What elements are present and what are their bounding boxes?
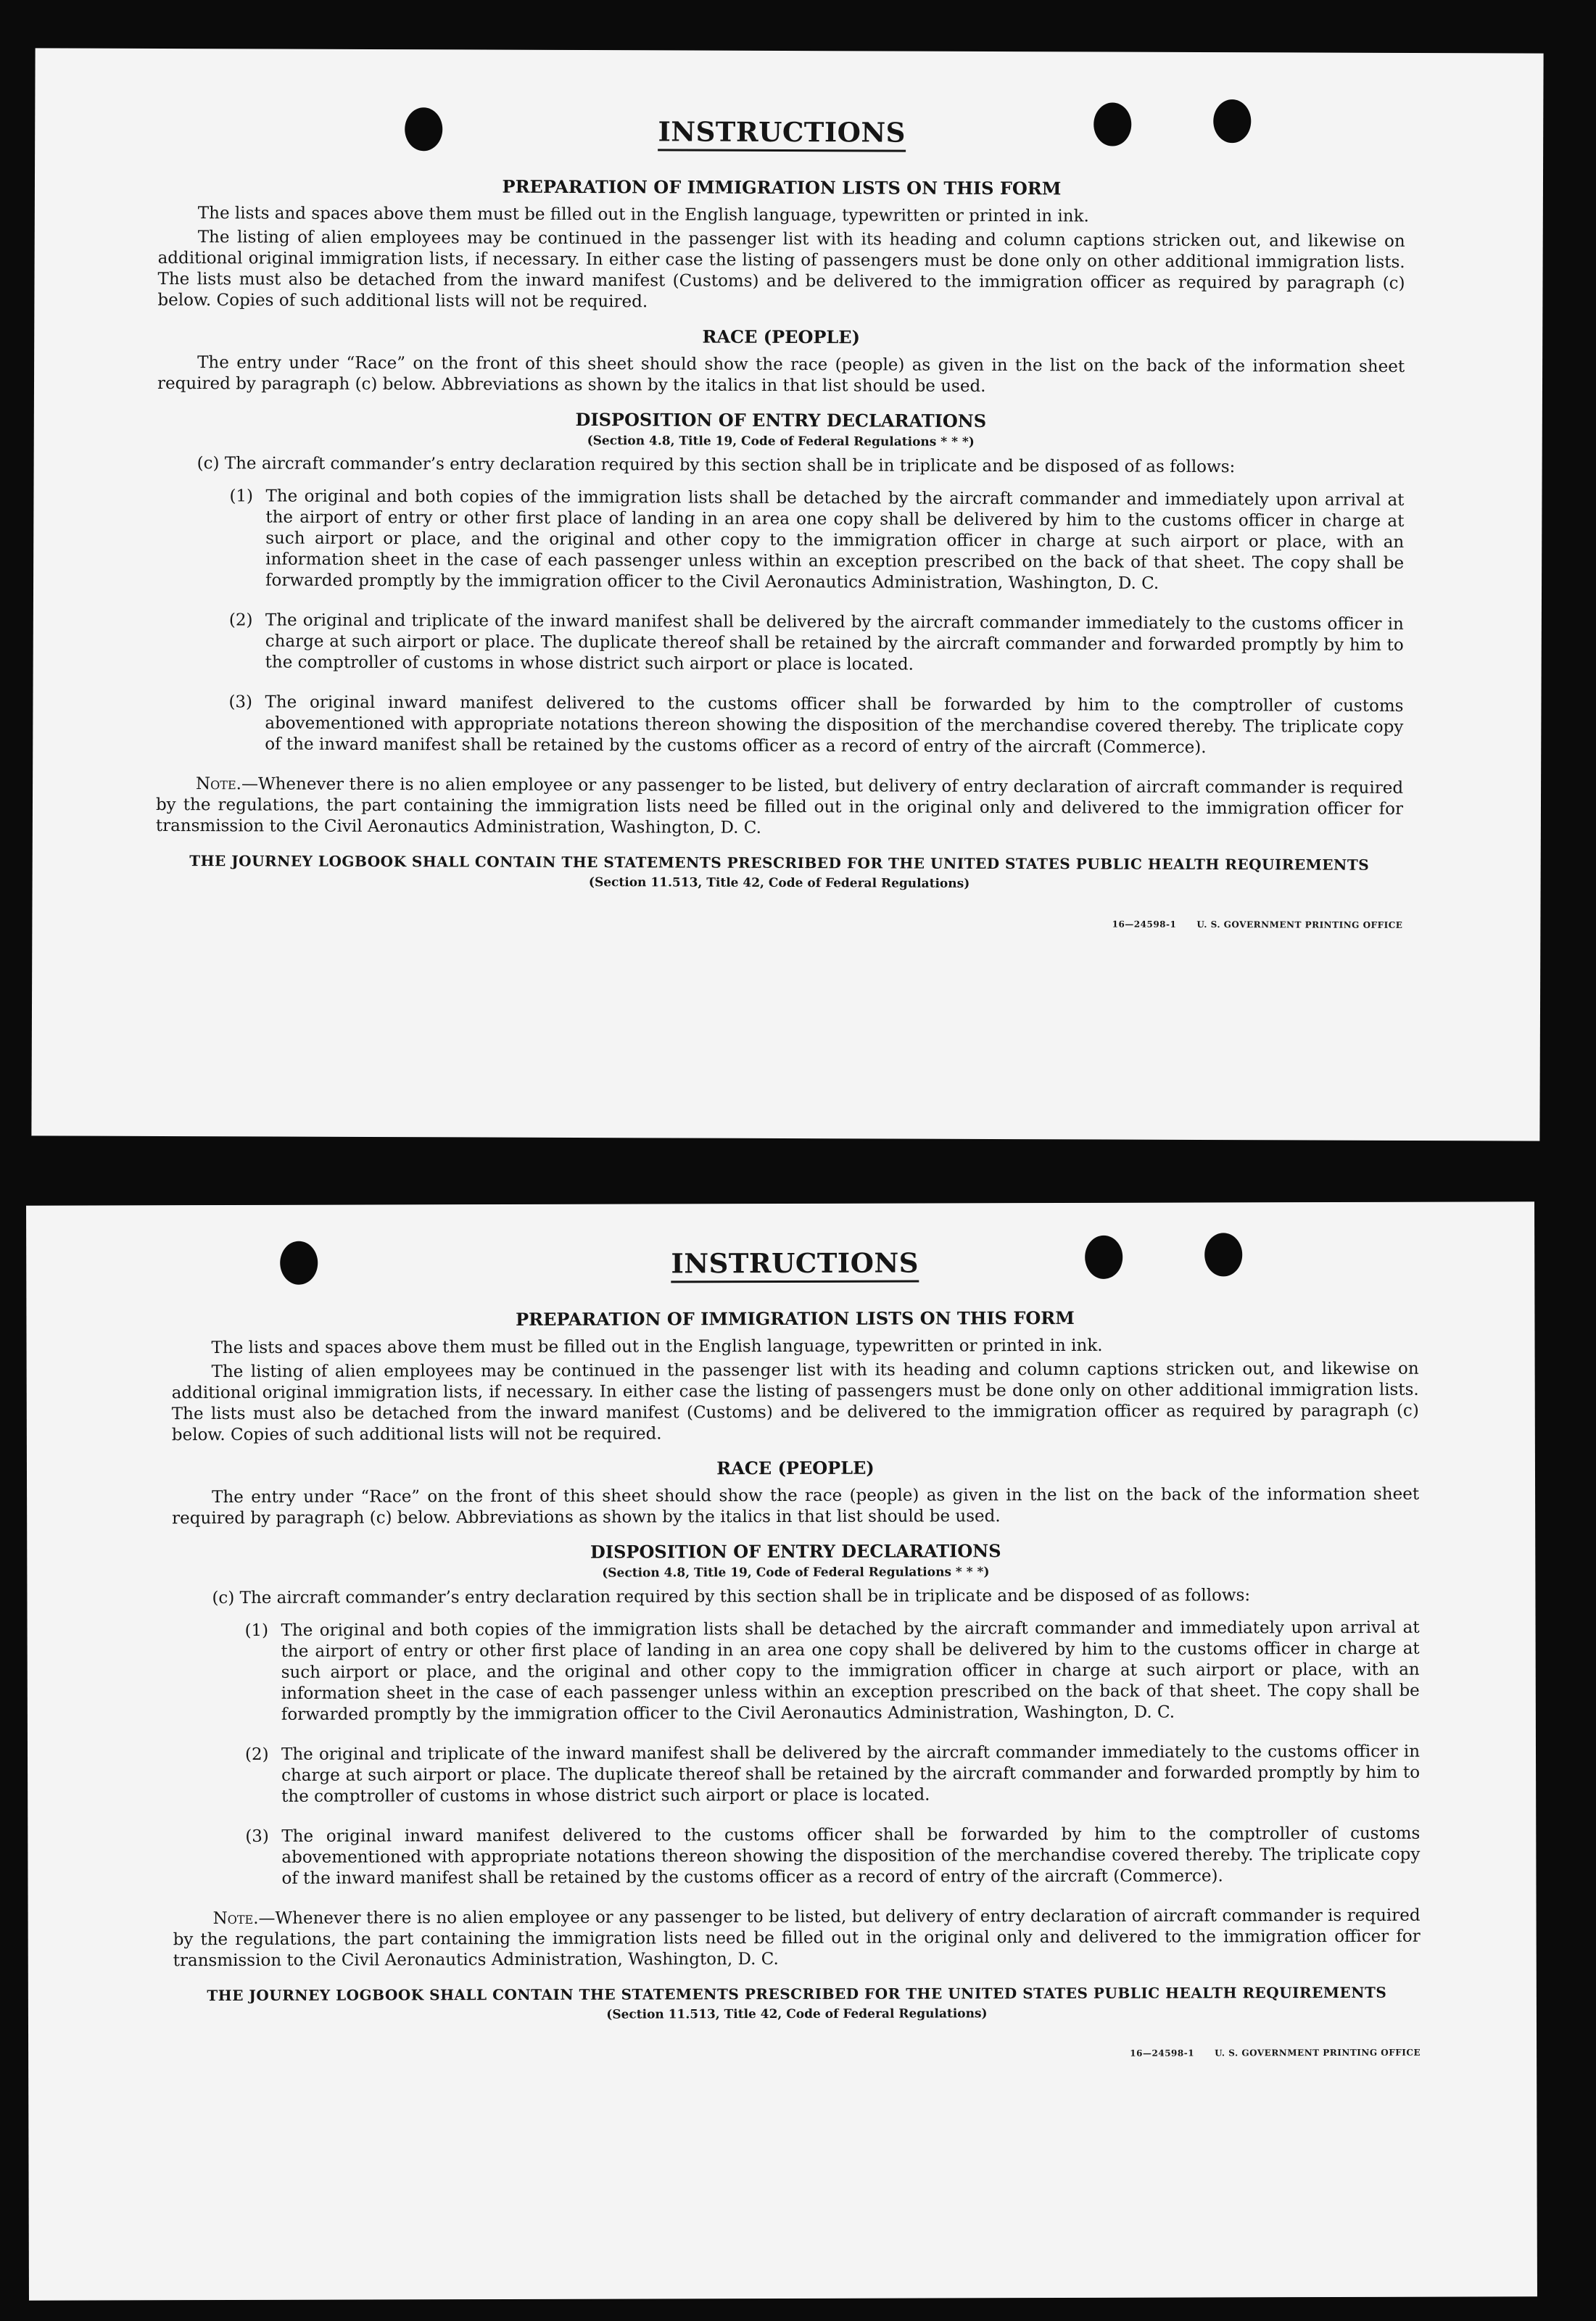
section-heading-race: RACE (PEOPLE)	[702, 326, 861, 348]
paragraph: The lists and spaces above them must be filled out in the English language, typewritten or printed in ink.	[197, 204, 1089, 226]
paragraph-intro: (c) The aircraft commander’s entry declaration required by this section shall be in triplicate and be disposed of as follows:	[212, 1586, 1251, 1608]
logbook-citation: (Section 11.513, Title 42, Code of Federal Regulations)	[606, 2006, 988, 2022]
list-item	[245, 1824, 1420, 1890]
item-number: (1)	[244, 1621, 269, 1640]
page-title: INSTRUCTIONS	[158, 114, 1405, 150]
page-title: INSTRUCTIONS	[171, 1246, 1418, 1281]
printer-name: U. S. GOVERNMENT PRINTING OFFICE	[1215, 2047, 1421, 2059]
note-paragraph	[156, 774, 1403, 841]
paragraph: The entry under “Race” on the front of this sheet should show the race (people) as given in the list on the back of the information sheet required by paragraph (c) below. Abbreviations as shown by the italics in that list should be used.	[157, 353, 1405, 396]
paragraph-intro: (c) The aircraft commander’s entry declaration required by this section shall be in triplicate and be disposed of as follows:	[197, 454, 1236, 477]
form-code: 16—24598-1	[1130, 2048, 1195, 2059]
list-item	[245, 1618, 1420, 1726]
note-paragraph	[173, 1906, 1421, 1972]
section-heading-disposition: DISPOSITION OF ENTRY DECLARATIONS	[590, 1540, 1001, 1563]
list-item	[229, 486, 1404, 595]
sheet-content	[155, 114, 1405, 936]
item-text: The original and triplicate of the inward manifest shall be delivered by the aircraft commander immediately to the customs officer in charge at such airport or place. The duplicate thereof shall be retained by the aircraft commander and forwarded promptly by him to the comptroller of customs in whose district such airport or place is located.	[265, 611, 1404, 674]
paragraph: The listing of alien employees may be continued in the passenger list with its heading and column captions stricken out, and likewise on additional original immigration lists, if necessary. In either case the listing of passengers must be done only on other additional immigration lists. The lists must also be detached from the inward manifest (Customs) and be delivered to the immigration officer as required by paragraph (c) below. Copies of such additional lists will not be required.	[157, 228, 1405, 312]
paragraph: The entry under “Race” on the front of this sheet should show the race (people) as given in the list on the back of the information sheet required by paragraph (c) below. Abbreviations as shown by the italics in that list should be used.	[172, 1484, 1420, 1528]
list-item	[229, 610, 1404, 677]
instruction-sheet-top	[31, 48, 1543, 1141]
section-heading-disposition: DISPOSITION OF ENTRY DECLARATIONS	[575, 408, 987, 431]
item-text: The original inward manifest delivered to the customs officer shall be forwarded by him to the comptroller of customs abovementioned with appropriate notations thereon showing the disposition of the merchandise covered thereby. The triplicate copy of the inward manifest shall be retained by the customs officer as a record of entry of the aircraft (Commerce).	[265, 692, 1404, 758]
logbook-requirement: THE JOURNEY LOGBOOK SHALL CONTAIN THE STATEMENTS PRESCRIBED FOR THE UNITED STATES PUBLIC HEALTH REQUIREMENTS	[189, 852, 1370, 874]
list-item	[228, 692, 1403, 759]
item-number: (1)	[229, 487, 254, 506]
paragraph: The lists and spaces above them must be filled out in the English language, typewritten or printed in ink.	[211, 1336, 1103, 1358]
list-item	[245, 1742, 1420, 1808]
section-heading-preparation: PREPARATION OF IMMIGRATION LISTS ON THIS FORM	[516, 1307, 1075, 1330]
sheet-content	[171, 1246, 1421, 2066]
printer-footer	[173, 2043, 1421, 2067]
printer-name: U. S. GOVERNMENT PRINTING OFFICE	[1196, 919, 1403, 930]
instruction-sheet-bottom	[26, 1201, 1537, 2300]
note-label: Note.	[196, 774, 242, 794]
citation: (Section 4.8, Title 19, Code of Federal Regulations * * *)	[602, 1565, 990, 1581]
item-number: (3)	[245, 1826, 269, 1846]
item-text: The original and both copies of the immigration lists shall be detached by the aircraft commander and immediately upon arrival at the airport of entry or other first place of landing in an area one copy shall be delivered by him to the customs officer in charge at such airport or place, and the original and other copy to the immigration officer in charge at such airport or place, with an information sheet in the case of each passenger unless within an exception prescribed on the back of that sheet. The copy shall be forwarded promptly by the immigration officer to the Civil Aeronautics Administration, Washington, D. C.	[265, 487, 1405, 593]
item-text: The original and triplicate of the inward manifest shall be delivered by the aircraft commander immediately to the customs officer in charge at such airport or place. The duplicate thereof shall be retained by the aircraft commander and forwarded promptly by him to the comptroller of customs in whose district such airport or place is located.	[281, 1742, 1421, 1806]
form-code: 16—24598-1	[1112, 919, 1177, 930]
paragraph: The listing of alien employees may be continued in the passenger list with its heading and column captions stricken out, and likewise on additional original immigration lists, if necessary. In either case the listing of passengers must be done only on other additional immigration lists. The lists must also be detached from the inward manifest (Customs) and be delivered to the immigration officer as required by paragraph (c) below. Copies of such additional lists will not be required.	[171, 1359, 1419, 1445]
section-heading-race: RACE (PEOPLE)	[716, 1457, 875, 1479]
note-text: —Whenever there is no alien employee or any passenger to be listed, but delivery of entry declaration of aircraft commander is required by the regulations, the part containing the immigration lists need be filled out in the original only and delivered to the immigration officer for transmission to the Civil Aeronautics Administration, Washington, D. C.	[155, 774, 1404, 837]
item-text: The original inward manifest delivered to the customs officer shall be forwarded by him to the comptroller of customs abovementioned with appropriate notations thereon showing the disposition of the merchandise covered thereby. The triplicate copy of the inward manifest shall be retained by the customs officer as a record of entry of the aircraft (Commerce).	[281, 1824, 1421, 1888]
item-number: (2)	[244, 1745, 269, 1764]
note-label: Note.	[212, 1908, 259, 1929]
item-number: (3)	[228, 692, 253, 712]
logbook-citation: (Section 11.513, Title 42, Code of Federal Regulations)	[588, 875, 970, 891]
section-heading-preparation: PREPARATION OF IMMIGRATION LISTS ON THIS FORM	[502, 175, 1062, 199]
note-text: —Whenever there is no alien employee or any passenger to be listed, but delivery of entry declaration of aircraft commander is required by the regulations, the part containing the immigration lists need be filled out in the original only and delivered to the immigration officer for transmission to the Civil Aeronautics Administration, Washington, D. C.	[173, 1906, 1421, 1971]
item-number: (2)	[228, 611, 253, 630]
citation: (Section 4.8, Title 19, Code of Federal Regulations * * *)	[587, 434, 975, 450]
logbook-requirement: THE JOURNEY LOGBOOK SHALL CONTAIN THE STATEMENTS PRESCRIBED FOR THE UNITED STATES PUBLIC HEALTH REQUIREMENTS	[207, 1983, 1387, 2005]
item-text: The original and both copies of the immigration lists shall be detached by the aircraft commander and immediately upon arrival at the airport of entry or other first place of landing in an area one copy shall be delivered by him to the customs officer in charge at such airport or place, and the original and other copy to the immigration officer in charge at such airport or place, with an information sheet in the case of each passenger unless within an exception prescribed on the back of that sheet. The copy shall be forwarded promptly by the immigration officer to the Civil Aeronautics Administration, Washington, D. C.	[281, 1618, 1420, 1724]
printer-footer	[155, 911, 1402, 936]
